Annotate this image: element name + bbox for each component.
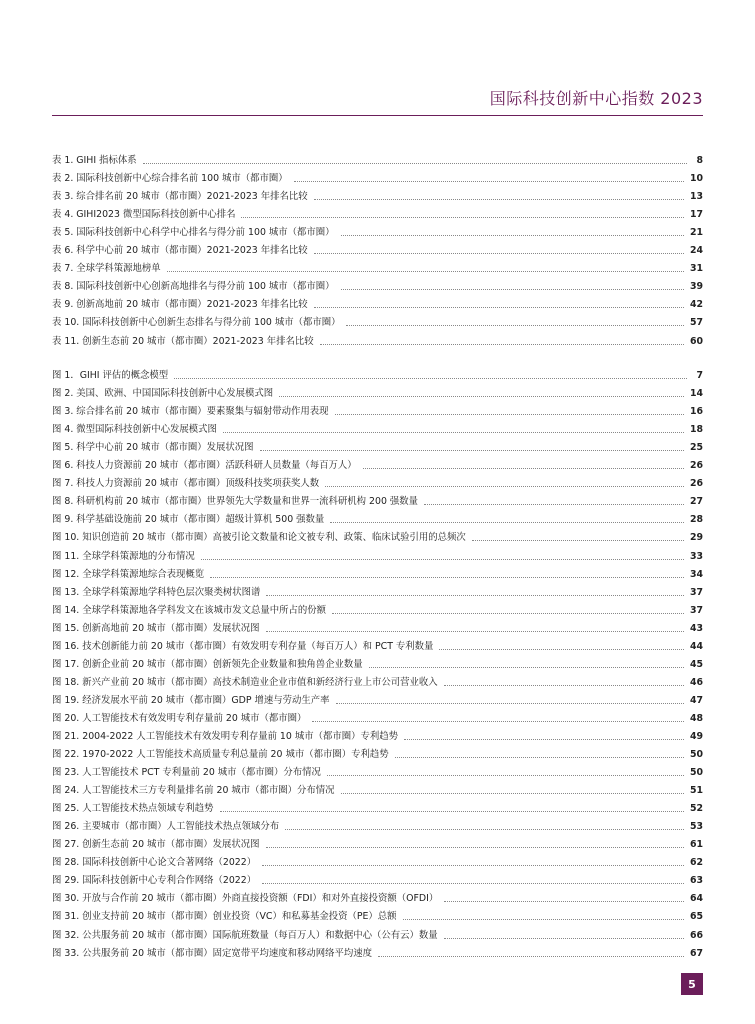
page-number-badge: 5 bbox=[681, 973, 703, 995]
toc-figure-entry[interactable] bbox=[52, 382, 703, 400]
dot-leader bbox=[285, 829, 684, 830]
dot-leader bbox=[439, 649, 684, 650]
toc-entry-label: 图 23. 人工智能技术 PCT 专利量前 20 城市（都市圈）分布情况 bbox=[52, 767, 321, 779]
toc-entry-page: 8 bbox=[696, 155, 703, 167]
toc-figure-entry[interactable] bbox=[52, 671, 703, 689]
toc-figure-entry[interactable] bbox=[52, 942, 703, 960]
toc-entry-page: 47 bbox=[689, 694, 703, 706]
toc-entry-label: 图 14. 全球学科策源地各学科发文在该城市发文总量中所占的份额 bbox=[52, 604, 326, 616]
toc-entry-page: 26 bbox=[689, 460, 703, 472]
toc-figure-entry[interactable] bbox=[52, 869, 703, 887]
toc-table-entry[interactable] bbox=[52, 167, 703, 185]
toc-entry-label: 图 12. 全球学科策源地综合表现概览 bbox=[52, 568, 205, 580]
dot-leader bbox=[220, 811, 684, 812]
toc-table-entry[interactable] bbox=[52, 329, 703, 347]
toc-entry-page: 43 bbox=[689, 622, 703, 634]
toc-entry-label: 图 17. 创新企业前 20 城市（都市圈）创新领先企业数量和独角兽企业数量 bbox=[52, 658, 363, 670]
dot-leader bbox=[327, 775, 684, 776]
toc-figure-entry[interactable] bbox=[52, 472, 703, 490]
dot-leader bbox=[314, 253, 684, 254]
dot-leader bbox=[314, 307, 684, 308]
toc-figure-entry[interactable] bbox=[52, 797, 703, 815]
toc-figure-entry[interactable] bbox=[52, 833, 703, 851]
list-of-tables bbox=[52, 149, 703, 348]
toc-entry-page: 65 bbox=[689, 911, 703, 923]
toc-entry-page: 45 bbox=[689, 658, 703, 670]
toc-figure-entry[interactable] bbox=[52, 418, 703, 436]
toc-entry-label: 图 10. 知识创造前 20 城市（都市圈）高被引论文数量和论文被专利、政策、临床试验引用的总频次 bbox=[52, 532, 466, 544]
toc-entry-label: 图 33. 公共服务前 20 城市（都市圈）固定宽带平均速度和移动网络平均速度 bbox=[52, 947, 373, 959]
dot-leader bbox=[167, 271, 684, 272]
toc-entry-page: 25 bbox=[689, 442, 703, 454]
toc-entry-label: 图 6. 科技人力资源前 20 城市（都市圈）活跃科研人员数量（每百万人） bbox=[52, 460, 357, 472]
toc-entry-label: 图 13. 全球学科策源地学科特色层次聚类树状图谱 bbox=[52, 586, 261, 598]
toc-entry-label: 图 5. 科学中心前 20 城市（都市圈）发展状况图 bbox=[52, 442, 254, 454]
toc-entry-label: 表 2. 国际科技创新中心综合排名前 100 城市（都市圈） bbox=[52, 173, 288, 185]
dot-leader bbox=[403, 919, 684, 920]
toc-entry-page: 34 bbox=[689, 568, 703, 580]
toc-entry-label: 图 28. 国际科技创新中心论文合著网络（2022） bbox=[52, 857, 257, 869]
toc-figure-entry[interactable] bbox=[52, 364, 703, 382]
dot-leader bbox=[369, 667, 684, 668]
toc-entry-page: 27 bbox=[689, 496, 703, 508]
dot-leader bbox=[143, 163, 687, 164]
toc-entry-label: 图 21. 2004-2022 人工智能技术有效发明专利存量前 10 城市（都市圈）专利趋势 bbox=[52, 730, 398, 742]
toc-figure-entry[interactable] bbox=[52, 905, 703, 923]
dot-leader bbox=[294, 181, 684, 182]
toc-entry-label: 图 26. 主要城市（都市圈）人工智能技术热点领域分布 bbox=[52, 821, 280, 833]
toc-entry-label: 表 11. 创新生态前 20 城市（都市圈）2021-2023 年排名比较 bbox=[52, 335, 314, 347]
toc-figure-entry[interactable] bbox=[52, 689, 703, 707]
toc-entry-page: 64 bbox=[689, 893, 703, 905]
toc-table-entry[interactable] bbox=[52, 239, 703, 257]
toc-entry-page: 16 bbox=[689, 406, 703, 418]
toc-entry-page: 50 bbox=[689, 749, 703, 761]
toc-figure-entry[interactable] bbox=[52, 436, 703, 454]
toc-figure-entry[interactable] bbox=[52, 563, 703, 581]
toc-figure-entry[interactable] bbox=[52, 526, 703, 544]
toc-entry-label: 图 16. 技术创新能力前 20 城市（都市圈）有效发明专利存量（每百万人）和 PCT 专利数量 bbox=[52, 640, 434, 652]
toc-entry-label: 图 4. 微型国际科技创新中心发展模式图 bbox=[52, 424, 217, 436]
toc-entry-page: 26 bbox=[689, 478, 703, 490]
toc-entry-label: 图 7. 科技人力资源前 20 城市（都市圈）顶级科技奖项获奖人数 bbox=[52, 478, 320, 490]
toc-entry-page: 18 bbox=[689, 424, 703, 436]
toc-figure-entry[interactable] bbox=[52, 635, 703, 653]
toc-table-entry[interactable] bbox=[52, 275, 703, 293]
dot-leader bbox=[341, 289, 684, 290]
toc-figure-entry[interactable] bbox=[52, 454, 703, 472]
dot-leader bbox=[312, 721, 684, 722]
dot-leader bbox=[266, 595, 684, 596]
dot-leader bbox=[444, 901, 684, 902]
toc-entry-label: 表 9. 创新高地前 20 城市（都市圈）2021-2023 年排名比较 bbox=[52, 299, 308, 311]
toc-entry-page: 42 bbox=[689, 299, 703, 311]
toc-entry-label: 图 15. 创新高地前 20 城市（都市圈）发展状况图 bbox=[52, 622, 260, 634]
toc-figure-entry[interactable] bbox=[52, 490, 703, 508]
dot-leader bbox=[444, 938, 684, 939]
dot-leader bbox=[201, 559, 684, 560]
toc-figure-entry[interactable] bbox=[52, 707, 703, 725]
toc-entry-page: 63 bbox=[689, 875, 703, 887]
toc-figure-entry[interactable] bbox=[52, 617, 703, 635]
dot-leader bbox=[241, 217, 683, 218]
dot-leader bbox=[266, 631, 684, 632]
toc-figure-entry[interactable] bbox=[52, 400, 703, 418]
toc-entry-page: 31 bbox=[689, 263, 703, 275]
toc-figure-entry[interactable] bbox=[52, 743, 703, 761]
toc-entry-page: 28 bbox=[689, 514, 703, 526]
toc-entry-label: 表 3. 综合排名前 20 城市（都市圈）2021-2023 年排名比较 bbox=[52, 191, 308, 203]
toc-entry-label: 图 11. 全球学科策源地的分布情况 bbox=[52, 550, 195, 562]
toc-figure-entry[interactable] bbox=[52, 887, 703, 905]
toc-entry-page: 21 bbox=[689, 227, 703, 239]
dot-leader bbox=[404, 739, 684, 740]
toc-table-entry[interactable] bbox=[52, 293, 703, 311]
dot-leader bbox=[262, 865, 684, 866]
toc-entry-label: 图 24. 人工智能技术三方专利量排名前 20 城市（都市圈）分布情况 bbox=[52, 785, 335, 797]
toc-entry-label: 表 4. GIHI2023 微型国际科技创新中心排名 bbox=[52, 209, 236, 221]
dot-leader bbox=[424, 504, 684, 505]
toc-figure-entry[interactable] bbox=[52, 761, 703, 779]
dot-leader bbox=[279, 396, 684, 397]
toc-table-entry[interactable] bbox=[52, 221, 703, 239]
toc-entry-label: 表 7. 全球学科策源地榜单 bbox=[52, 263, 161, 275]
list-of-figures bbox=[52, 364, 703, 960]
toc-entry-page: 13 bbox=[689, 191, 703, 203]
dot-leader bbox=[174, 378, 687, 379]
toc-entry-label: 图 25. 人工智能技术热点领域专利趋势 bbox=[52, 803, 214, 815]
report-title: 国际科技创新中心指数 2023 bbox=[489, 89, 703, 108]
dot-leader bbox=[260, 450, 684, 451]
toc-figure-entry[interactable] bbox=[52, 923, 703, 941]
toc-entry-label: 图 1．GIHI 评估的概念模型 bbox=[52, 370, 169, 382]
toc-entry-label: 图 31. 创业支持前 20 城市（都市圈）创业投资（VC）和私募基金投资（PE）总额 bbox=[52, 911, 397, 923]
toc-entry-label: 图 29. 国际科技创新中心专利合作网络（2022） bbox=[52, 875, 257, 887]
toc-entry-label: 图 19. 经济发展水平前 20 城市（都市圈）GDP 增速与劳动生产率 bbox=[52, 694, 330, 706]
toc-table-entry[interactable] bbox=[52, 311, 703, 329]
toc-table-entry[interactable] bbox=[52, 203, 703, 221]
toc-entry-label: 图 32. 公共服务前 20 城市（都市圈）国际航班数量（每百万人）和数据中心（公有云）数量 bbox=[52, 929, 438, 941]
toc-entry-page: 51 bbox=[689, 785, 703, 797]
dot-leader bbox=[346, 325, 683, 326]
toc-entry-page: 50 bbox=[689, 767, 703, 779]
toc-entry-page: 44 bbox=[689, 640, 703, 652]
toc-figure-entry[interactable] bbox=[52, 815, 703, 833]
toc-entry-label: 表 5. 国际科技创新中心科学中心排名与得分前 100 城市（都市圈） bbox=[52, 227, 335, 239]
header-divider bbox=[52, 115, 703, 116]
dot-leader bbox=[330, 522, 684, 523]
toc-figure-entry[interactable] bbox=[52, 725, 703, 743]
toc-entry-label: 图 22. 1970-2022 人工智能技术高质量专利总量前 20 城市（都市圈）专利趋势 bbox=[52, 749, 389, 761]
dot-leader bbox=[336, 703, 684, 704]
toc-entry-page: 61 bbox=[689, 839, 703, 851]
toc-entry-page: 53 bbox=[689, 821, 703, 833]
dot-leader bbox=[320, 344, 684, 345]
toc-entry-page: 57 bbox=[689, 317, 703, 329]
dot-leader bbox=[325, 486, 684, 487]
toc-entry-page: 37 bbox=[689, 604, 703, 616]
toc-entry-label: 表 1. GIHI 指标体系 bbox=[52, 155, 137, 167]
dot-leader bbox=[341, 793, 684, 794]
toc-entry-label: 表 10. 国际科技创新中心创新生态排名与得分前 100 城市（都市圈） bbox=[52, 317, 341, 329]
toc-entry-label: 图 27. 创新生态前 20 城市（都市圈）发展状况图 bbox=[52, 839, 260, 851]
toc-figure-entry[interactable] bbox=[52, 581, 703, 599]
toc-entry-page: 60 bbox=[689, 335, 703, 347]
dot-leader bbox=[395, 757, 684, 758]
dot-leader bbox=[444, 685, 684, 686]
toc-entry-label: 图 3. 综合排名前 20 城市（都市圈）要素聚集与辐射带动作用表现 bbox=[52, 406, 329, 418]
toc-entry-page: 17 bbox=[689, 209, 703, 221]
toc-entry-page: 7 bbox=[696, 370, 703, 382]
toc-entry-page: 67 bbox=[689, 947, 703, 959]
toc-table-entry[interactable] bbox=[52, 149, 703, 167]
toc-entry-label: 图 30. 开放与合作前 20 城市（都市圈）外商直接投资额（FDI）和对外直接投资额（OFDI） bbox=[52, 893, 439, 905]
toc-entry-label: 图 20. 人工智能技术有效发明专利存量前 20 城市（都市圈） bbox=[52, 712, 307, 724]
toc-entry-page: 62 bbox=[689, 857, 703, 869]
toc-table-entry[interactable] bbox=[52, 185, 703, 203]
toc-entry-label: 图 18. 新兴产业前 20 城市（都市圈）高技术制造业企业市值和新经济行业上市公司营业收入 bbox=[52, 676, 438, 688]
toc-entry-label: 图 9. 科学基础设施前 20 城市（都市圈）超级计算机 500 强数量 bbox=[52, 514, 325, 526]
dot-leader bbox=[266, 847, 684, 848]
toc-entry-label: 表 8. 国际科技创新中心创新高地排名与得分前 100 城市（都市圈） bbox=[52, 281, 335, 293]
toc-entry-page: 52 bbox=[689, 803, 703, 815]
dot-leader bbox=[341, 235, 684, 236]
toc-table-entry[interactable] bbox=[52, 257, 703, 275]
dot-leader bbox=[210, 577, 684, 578]
toc-figure-entry[interactable] bbox=[52, 544, 703, 562]
toc-entry-label: 图 8. 科研机构前 20 城市（都市圈）世界领先大学数量和世界一流科研机构 200 强数量 bbox=[52, 496, 419, 508]
toc-figure-entry[interactable] bbox=[52, 508, 703, 526]
dot-leader bbox=[223, 432, 684, 433]
dot-leader bbox=[363, 468, 684, 469]
toc-entry-page: 66 bbox=[689, 929, 703, 941]
toc-figure-entry[interactable] bbox=[52, 851, 703, 869]
toc-entry-page: 33 bbox=[689, 550, 703, 562]
toc-entry-page: 14 bbox=[689, 388, 703, 400]
dot-leader bbox=[332, 613, 684, 614]
dot-leader bbox=[314, 199, 684, 200]
toc-entry-page: 10 bbox=[689, 173, 703, 185]
dot-leader bbox=[472, 540, 684, 541]
toc-figure-entry[interactable] bbox=[52, 653, 703, 671]
toc-entry-page: 49 bbox=[689, 730, 703, 742]
toc-entry-label: 表 6. 科学中心前 20 城市（都市圈）2021-2023 年排名比较 bbox=[52, 245, 308, 257]
toc-entry-page: 48 bbox=[689, 712, 703, 724]
toc-entry-page: 46 bbox=[689, 676, 703, 688]
toc-entry-label: 图 2. 美国、欧洲、中国国际科技创新中心发展模式图 bbox=[52, 388, 274, 400]
toc-entry-page: 29 bbox=[689, 532, 703, 544]
toc-entry-page: 37 bbox=[689, 586, 703, 598]
dot-leader bbox=[335, 414, 684, 415]
dot-leader bbox=[378, 956, 684, 957]
toc-entry-page: 39 bbox=[689, 281, 703, 293]
dot-leader bbox=[262, 883, 684, 884]
toc-figure-entry[interactable] bbox=[52, 599, 703, 617]
toc-entry-page: 24 bbox=[689, 245, 703, 257]
toc-figure-entry[interactable] bbox=[52, 779, 703, 797]
